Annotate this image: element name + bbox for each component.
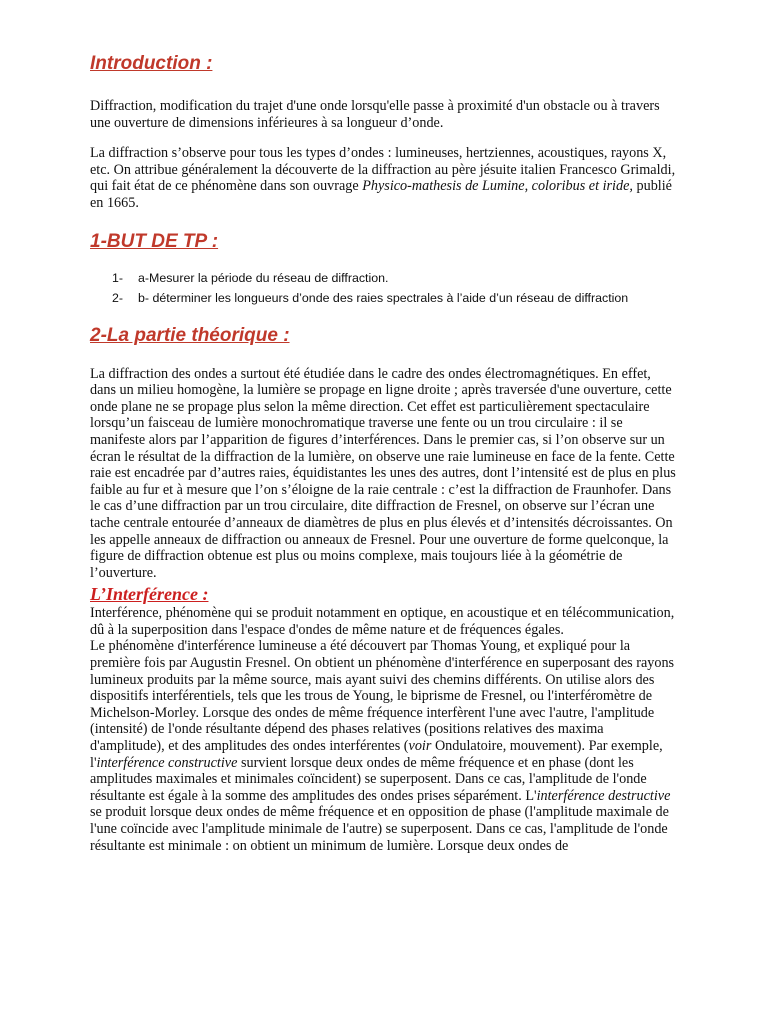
interference-p2-text-d: se produit lorsque deux ondes de même fréquence et en opposition de phase (l'amplitude maximale de l'une coïncide avec l'amplitude minimale de l'autre) se superposent. Dans ce cas, l'amplitude de l'onde résultante est minimale : on obtient un minimum de lumière. Lorsque deux ondes de (90, 804, 669, 854)
theory-paragraph: La diffraction des ondes a surtout été étudiée dans le cadre des ondes électromagnétiques. En effet, dans un milieu homogène, la lumière se propage en ligne droite ; après traversée d'une ouverture, cette onde plane ne se propage plus selon la même direction. Cet effet est particulièrement spectaculaire lorsqu’un faisceau de lumière monochromatique traverse une fente ou un trou circulaire : il se manifeste alors par l’apparition de figures d’interférences. Dans le premier cas, si l’on observe sur un écran le résultat de la diffraction de la lumière, on observe une raie lumineuse en face de la fente. Cette raie est encadrée par d’autres raies, équidistantes les unes des autres, dont l’intensité est de plus en plus faible au fur et à mesure que l’on s’éloigne de la raie centrale : c’est la diffraction de Fraunhofer. Dans le cas d’une diffraction par un trou circulaire, dite diffraction de Fresnel, on observe sur l’écran une tache centrale entourée d’anneaux de diamètres de plus en plus élevés et d’intensités décroissantes. On les appelle anneaux de diffraction ou anneaux de Fresnel. Pour une ouverture de forme quelconque, la figure de diffraction obtenue est plus ou moins complexe, mais toujours liée à la géométrie de l’ouverture. (90, 365, 676, 581)
list-item-number: 2- (112, 290, 124, 305)
list-item-text: a-Mesurer la période du réseau de diffraction. (138, 270, 389, 285)
interference-p2-text-a: Le phénomène d'interférence lumineuse a été découvert par Thomas Young, et expliqué pour la première fois par Augustin Fresnel. On obtient un phénomène d'interférence en superposant des rayons lumineux produits par la même source, mais ayant suivi des chemins différents. On utilise alors des dispositifs interférentiels, tels que les trous de Young, le biprisme de Fresnel, ou l'interféromètre de Michelson-Morley. Lorsque des ondes de même fréquence interfèrent l'une avec l'autre, l'amplitude (intensité) de l'onde résultante dépend des phases relatives (positions relatives des maxima d'amplitude), et des amplitudes des ondes interférentes ( (90, 638, 675, 755)
list-item-text: b- déterminer les longueurs d’onde des raies spectrales à l’aide d’un réseau de diffraction (138, 290, 629, 305)
partie-theorique-heading: 2-La partie théorique : (90, 324, 290, 346)
intro-paragraph-2 (90, 145, 676, 211)
list-item (112, 268, 676, 288)
interference-p2-text-b: Ondulatoire, mouvement). Par exemple, l' (90, 738, 663, 771)
introduction-heading: Introduction : (90, 53, 213, 74)
list-item (112, 288, 676, 308)
interference-p2-destructive: interférence destructive (536, 787, 671, 804)
intro-paragraph-1: Diffraction, modification du trajet d'une onde lorsqu'elle passe à proximité d'un obstacle ou à travers une ouverture de dimensions inférieures à sa longueur d’onde. (90, 98, 660, 131)
objectives-list (90, 268, 676, 308)
interference-heading: L’Interférence : (90, 584, 209, 605)
intro-p2-text-2: publié en 1665. (90, 178, 672, 211)
list-item-number: 1- (112, 270, 124, 285)
interference-p2-constructive: interférence constructive (96, 754, 238, 771)
interference-paragraph-1: Interférence, phénomène qui se produit notamment en optique, en acoustique et en télécommunication, dû à la superposition dans l'espace d'ondes de même nature et de fréquences égales. (90, 605, 675, 638)
document-content (90, 50, 676, 854)
intro-p2-book-title: Physico-mathesis de Lumine, coloribus et iride, (362, 178, 633, 195)
interference-paragraph-2 (90, 638, 676, 854)
but-de-tp-heading: 1-BUT DE TP : (90, 230, 219, 252)
intro-p2-text-1: La diffraction s’observe pour tous les types d’ondes : lumineuses, hertziennes, acoustiques, rayons X, etc. On attribue généralement la découverte de la diffraction au père jésuite italien Francesco Grimaldi, qui fait état de ce phénomène dans son ouvrage (90, 145, 676, 195)
interference-p2-voir: voir (408, 738, 432, 755)
interference-p2-text-c: survient lorsque deux ondes de même fréquence et en phase (dont les amplitudes maximales et minimales coïncident) se superposent. Dans ce cas, l'amplitude de l'onde résultante est égale à la somme des amplitudes des ondes prises séparément. L' (90, 754, 647, 804)
